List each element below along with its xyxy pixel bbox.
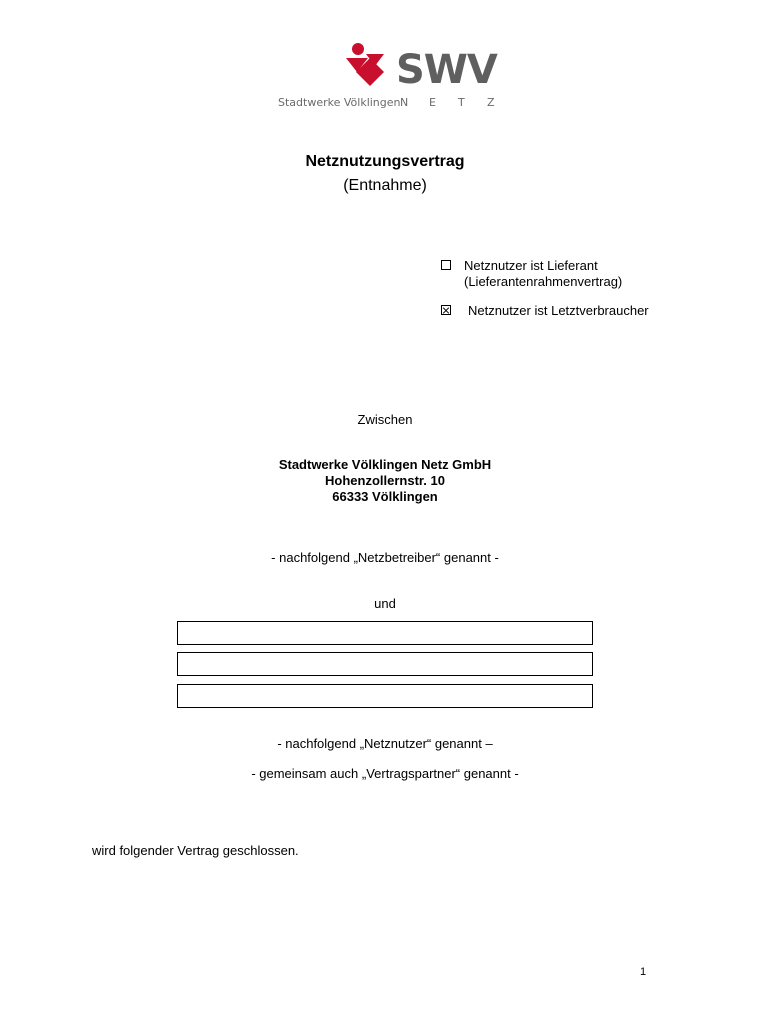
operator-city: 66333 Völklingen [332, 489, 438, 504]
logo-netz-letter: Z [487, 96, 495, 109]
end-consumer-checkbox[interactable] [441, 305, 451, 315]
logo-brand-text: SWV [396, 47, 497, 93]
and-label: und [374, 596, 396, 611]
operator-name: Stadtwerke Völklingen Netz GmbH [278, 457, 492, 472]
user-role-note: - nachfolgend „Netznutzer“ genannt – [277, 736, 493, 751]
closing-sentence: wird folgender Vertrag geschlossen. [92, 843, 299, 858]
swv-logo-mark-icon [344, 42, 392, 90]
logo-netz-letter: T [458, 96, 465, 109]
logo-netz-letter: E [429, 96, 436, 109]
logo-netz-letters [400, 96, 516, 110]
company-logo [278, 42, 497, 112]
supplier-option-sublabel: (Lieferantenrahmenvertrag) [464, 274, 623, 289]
document-subtitle: (Entnahme) [343, 177, 427, 194]
document-title: Netznutzungsvertrag [305, 153, 465, 170]
operator-role-note: - nachfolgend „Netzbetreiber“ genannt - [271, 550, 499, 565]
page-number: 1 [640, 966, 647, 978]
between-label: Zwischen [357, 412, 413, 427]
logo-netz-letter: N [400, 96, 409, 109]
network-user-name-field[interactable] [177, 621, 593, 645]
operator-street: Hohenzollernstr. 10 [325, 473, 445, 488]
parties-note: - gemeinsam auch „Vertragspartner“ genannt - [251, 766, 519, 781]
network-user-city-field[interactable] [177, 684, 593, 708]
logo-subtitle: Stadtwerke Völklingen [278, 96, 401, 109]
supplier-option-label: Netznutzer ist Lieferant [464, 258, 598, 273]
supplier-checkbox[interactable] [441, 260, 451, 270]
network-user-street-field[interactable] [177, 652, 593, 676]
end-consumer-option-label: Netznutzer ist Letztverbraucher [468, 303, 649, 318]
